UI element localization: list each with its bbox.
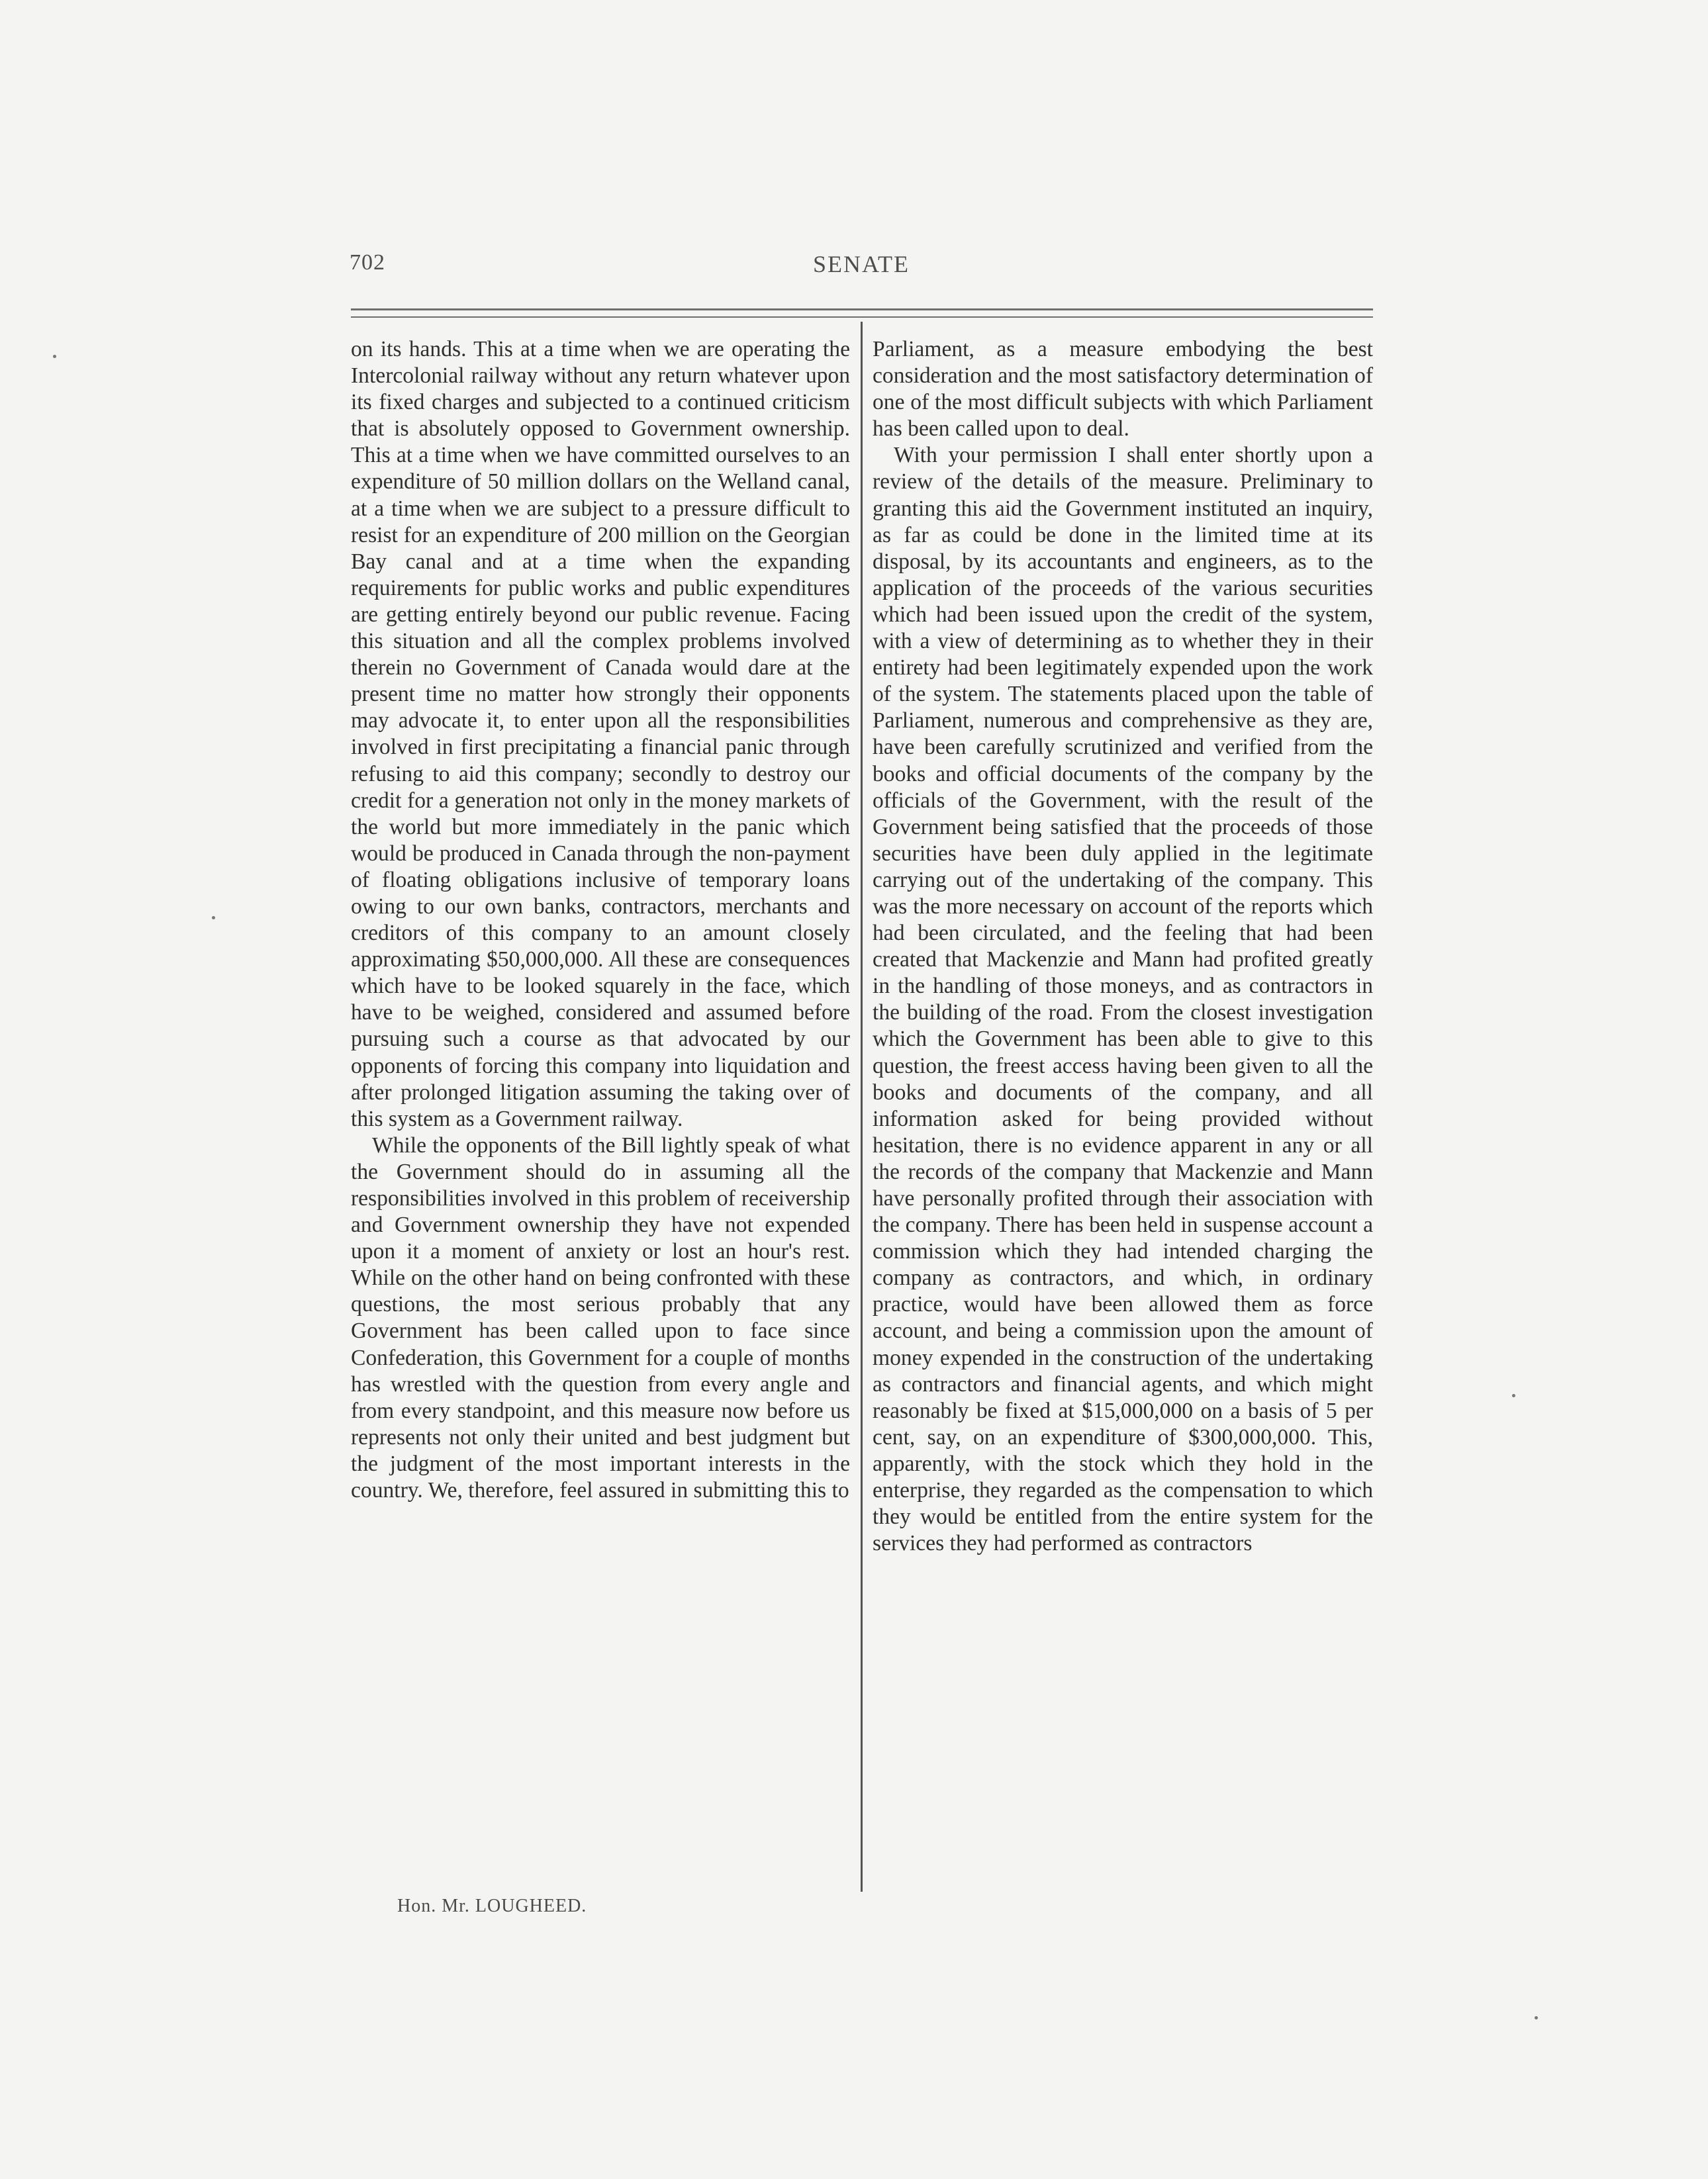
left-paragraph-1: on its hands. This at a time when we are operating the Intercolonial railway without any return whatever upon its fixed charges and subjected to a continued criticism that is absolutely opposed to Government ownership. This at a time when we have committed ourselves to an expenditure of 50 million dollars on the Welland canal, at a time when we are subject to a pressure difficult to resist for an expenditure of 200 million on the Georgian Bay canal and at a time when the expanding requirements for public works and public expenditures are getting entirely beyond our public revenue. Facing this situation and all the complex problems involved therein no Government of Canada would dare at the present time no matter how strongly their opponents may advocate it, to enter upon all the responsibilities involved in first precipitating a financial panic through refusing to aid this company; secondly to destroy our credit for a generation not only in the money markets of the world but more immediately in the panic which would be produced in Canada through the non-payment of floating obligations inclusive of temporary loans owing to our own banks, contractors, merchants and creditors of this company to an amount closely approximating $50,000,000. All these are consequences which have to be looked squarely in the face, which have to be weighed, considered and assumed before pursuing such a course as that advocated by our opponents of forcing this company into liquidation and after prolonged litigation assuming the taking over of this system as a Government railway. <box>351 337 850 1131</box>
left-paragraph-2: While the opponents of the Bill lightly speak of what the Government should do in assuming all the responsibilities involved in this problem of receivership and Government ownership they have not expended upon it a moment of anxiety or lost an hour's rest. While on the other hand on being confronted with these questions, the most serious probably that any Government has been called upon to face since Confederation, this Government for a couple of months has wrestled with the question from every angle and from every standpoint, and this measure now before us represents not only their united and best judgment but the judgment of the most important interests in the country. We, therefore, feel assured in submitting this to <box>351 1133 850 1503</box>
scan-speck <box>1512 1394 1515 1397</box>
header-rule-top <box>351 308 1373 310</box>
scan-speck <box>53 355 56 358</box>
right-paragraph-1: Parliament, as a measure embodying the best consideration and the most satisfactory determination of one of the most difficult subjects with which Parliament has been called upon to deal. <box>873 337 1373 441</box>
speaker-footer: Hon. Mr. LOUGHEED. <box>397 1896 587 1916</box>
right-column <box>873 336 1373 1557</box>
column-divider <box>861 322 863 1892</box>
running-title: SENATE <box>813 251 910 277</box>
header-rule-bottom <box>351 316 1373 318</box>
scan-speck <box>1535 2016 1538 2019</box>
page-header <box>350 250 1373 290</box>
left-column <box>351 336 850 1504</box>
scan-speck <box>212 916 215 919</box>
page-number: 702 <box>350 250 385 275</box>
right-paragraph-2: With your permission I shall enter shortly upon a review of the details of the measure. Preliminary to granting this aid the Government instituted an inquiry, as far as could be done in the limited time at its disposal, by its accountants and engineers, as to the application of the proceeds of the various securities which had been issued upon the credit of the system, with a view of determining as to whether they in their entirety had been legitimately expended upon the work of the system. The statements placed upon the table of Parliament, numerous and comprehensive as they are, have been carefully scrutinized and verified from the books and official documents of the company by the officials of the Government, with the result of the Government being satisfied that the proceeds of those securities have been duly applied in the legitimate carrying out of the undertaking of the company. This was the more necessary on account of the reports which had been circulated, and the feeling that had been created that Mackenzie and Mann had profited greatly in the handling of those moneys, and as contractors in the building of the road. From the closest investigation which the Government has been able to give to this question, the freest access having been given to all the books and documents of the company, and all information asked for being provided without hesitation, there is no evidence apparent in any or all the records of the company that Mackenzie and Mann have personally profited through their association with the company. There has been held in suspense account a commission which they had intended charging the company as contractors, and which, in ordinary practice, would have been allowed them as force account, and being a commission upon the amount of money expended in the construction of the undertaking as contractors and financial agents, and which might reasonably be fixed at $15,000,000 on a basis of 5 per cent, say, on an expenditure of $300,000,000. This, apparently, with the stock which they hold in the enterprise, they regarded as the compensation to which they would be entitled from the entire system for the services they had performed as contractors <box>873 443 1373 1556</box>
